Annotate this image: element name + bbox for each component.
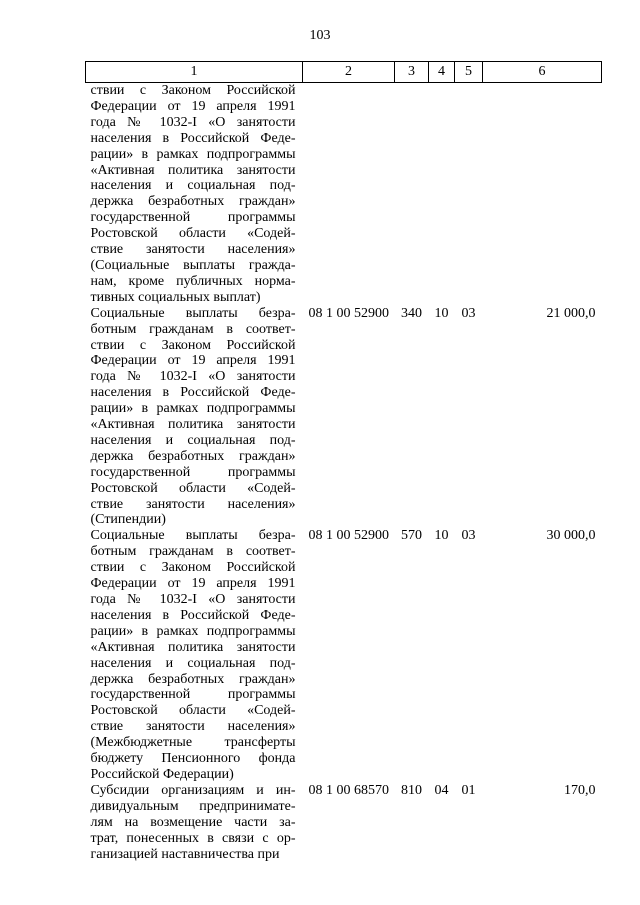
description-line: года № 1032-I «О занятости bbox=[90, 369, 296, 385]
description-line: ствии с Законом Российской bbox=[90, 83, 296, 98]
description-line: рации» в рамках подпрограммы bbox=[90, 401, 296, 417]
header-col-3: 3 bbox=[395, 62, 429, 83]
description-line: (Социальные выплаты гражда- bbox=[90, 257, 296, 273]
description-line: рации» в рамках подпрограммы bbox=[90, 146, 296, 162]
row-code: 08 1 00 52900 bbox=[308, 305, 389, 321]
description-line: рации» в рамках подпрограммы bbox=[90, 623, 296, 639]
description-line: Ростовской области «Содей- bbox=[90, 480, 296, 496]
table-header bbox=[86, 62, 602, 83]
row-subsection: 03 bbox=[461, 305, 476, 321]
description-line: трат, понесенных в связи с ор- bbox=[90, 830, 296, 846]
row-description bbox=[86, 306, 303, 529]
description-line: населения и социальная под- bbox=[90, 655, 296, 671]
description-line: дивидуальным предпринимате- bbox=[90, 798, 296, 814]
row-expense-type: 810 bbox=[401, 782, 422, 798]
row-description bbox=[86, 783, 303, 863]
description-line: лям на возмещение части за- bbox=[90, 814, 296, 830]
description-line: государственной программы bbox=[90, 210, 296, 226]
description-line: Социальные выплаты безра- bbox=[90, 528, 296, 544]
row-expense-type: 570 bbox=[401, 528, 422, 544]
description-line: государственной программы bbox=[90, 687, 296, 703]
description-line: года № 1032-I «О занятости bbox=[90, 592, 296, 607]
header-col-5: 5 bbox=[455, 62, 483, 83]
description-line: ботным гражданам в соответ- bbox=[90, 321, 296, 337]
row-expense-type bbox=[395, 83, 429, 306]
row-amount: 30 000,0 bbox=[546, 528, 596, 544]
table-row bbox=[86, 783, 602, 863]
row-section bbox=[429, 83, 455, 306]
header-col-1: 1 bbox=[86, 62, 303, 83]
header-col-6: 6 bbox=[483, 62, 602, 83]
row-code bbox=[303, 83, 395, 306]
description-line: населения в Российской Феде- bbox=[90, 130, 296, 146]
description-line: Социальные выплаты безра- bbox=[90, 305, 296, 321]
description-line: ганизацией наставничества при bbox=[90, 846, 280, 862]
description-line: держка безработных граждан» bbox=[90, 194, 296, 210]
row-section: 10 bbox=[434, 528, 449, 544]
description-line: нам, кроме публичных норма- bbox=[90, 273, 296, 289]
row-section: 04 bbox=[434, 782, 449, 798]
row-expense-type: 340 bbox=[401, 305, 422, 321]
row-code: 08 1 00 68570 bbox=[308, 782, 389, 798]
description-line: Ростовской области «Содей- bbox=[90, 703, 296, 719]
row-amount: 170,0 bbox=[564, 782, 596, 798]
description-line: населения и социальная под- bbox=[90, 178, 296, 194]
page-number: 103 bbox=[309, 28, 331, 43]
description-line: Российской Федерации) bbox=[90, 766, 234, 782]
description-line: ботным гражданам в соответ- bbox=[90, 544, 296, 560]
description-line: ствие занятости населения» bbox=[90, 719, 296, 735]
row-section: 10 bbox=[434, 305, 449, 321]
row-description bbox=[86, 528, 303, 783]
description-line: населения в Российской Феде- bbox=[90, 607, 296, 623]
description-line: держка безработных граждан» bbox=[90, 448, 296, 464]
description-line: «Активная политика занятости bbox=[90, 639, 296, 655]
description-line: (Стипендии) bbox=[90, 512, 166, 528]
description-line: Федерации от 19 апреля 1991 bbox=[90, 98, 296, 114]
row-amount bbox=[483, 83, 602, 306]
table-row bbox=[86, 306, 602, 529]
description-line: Ростовской области «Содей- bbox=[90, 226, 296, 242]
row-subsection bbox=[455, 83, 483, 306]
row-description bbox=[86, 83, 303, 306]
description-line: ствии с Законом Российской bbox=[90, 337, 296, 353]
description-line: Федерации от 19 апреля 1991 bbox=[90, 353, 296, 369]
table-row bbox=[86, 528, 602, 783]
description-line: тивных социальных выплат) bbox=[90, 289, 261, 305]
row-subsection: 03 bbox=[461, 528, 476, 544]
description-line: Федерации от 19 апреля 1991 bbox=[90, 576, 296, 592]
description-line: держка безработных граждан» bbox=[90, 671, 296, 687]
budget-table bbox=[85, 61, 602, 862]
row-code: 08 1 00 52900 bbox=[308, 528, 389, 544]
header-col-2: 2 bbox=[303, 62, 395, 83]
description-line: государственной программы bbox=[90, 464, 296, 480]
description-line: ствие занятости населения» bbox=[90, 496, 296, 512]
description-line: ствии с Законом Российской bbox=[90, 560, 296, 576]
description-line: года № 1032-I «О занятости bbox=[90, 114, 296, 130]
description-line: (Межбюджетные трансферты bbox=[90, 735, 296, 751]
description-line: ствие занятости населения» bbox=[90, 242, 296, 258]
row-amount: 21 000,0 bbox=[546, 305, 596, 321]
description-line: «Активная политика занятости bbox=[90, 417, 296, 433]
table-row bbox=[86, 83, 602, 306]
description-line: бюджету Пенсионного фонда bbox=[90, 751, 296, 767]
header-col-4: 4 bbox=[429, 62, 455, 83]
description-line: населения в Российской Феде- bbox=[90, 385, 296, 401]
description-line: Субсидии организациям и ин- bbox=[90, 782, 296, 798]
header-row bbox=[86, 62, 602, 83]
description-line: населения и социальная под- bbox=[90, 432, 296, 448]
row-subsection: 01 bbox=[461, 782, 476, 798]
description-line: «Активная политика занятости bbox=[90, 162, 296, 178]
table-body bbox=[86, 83, 602, 863]
